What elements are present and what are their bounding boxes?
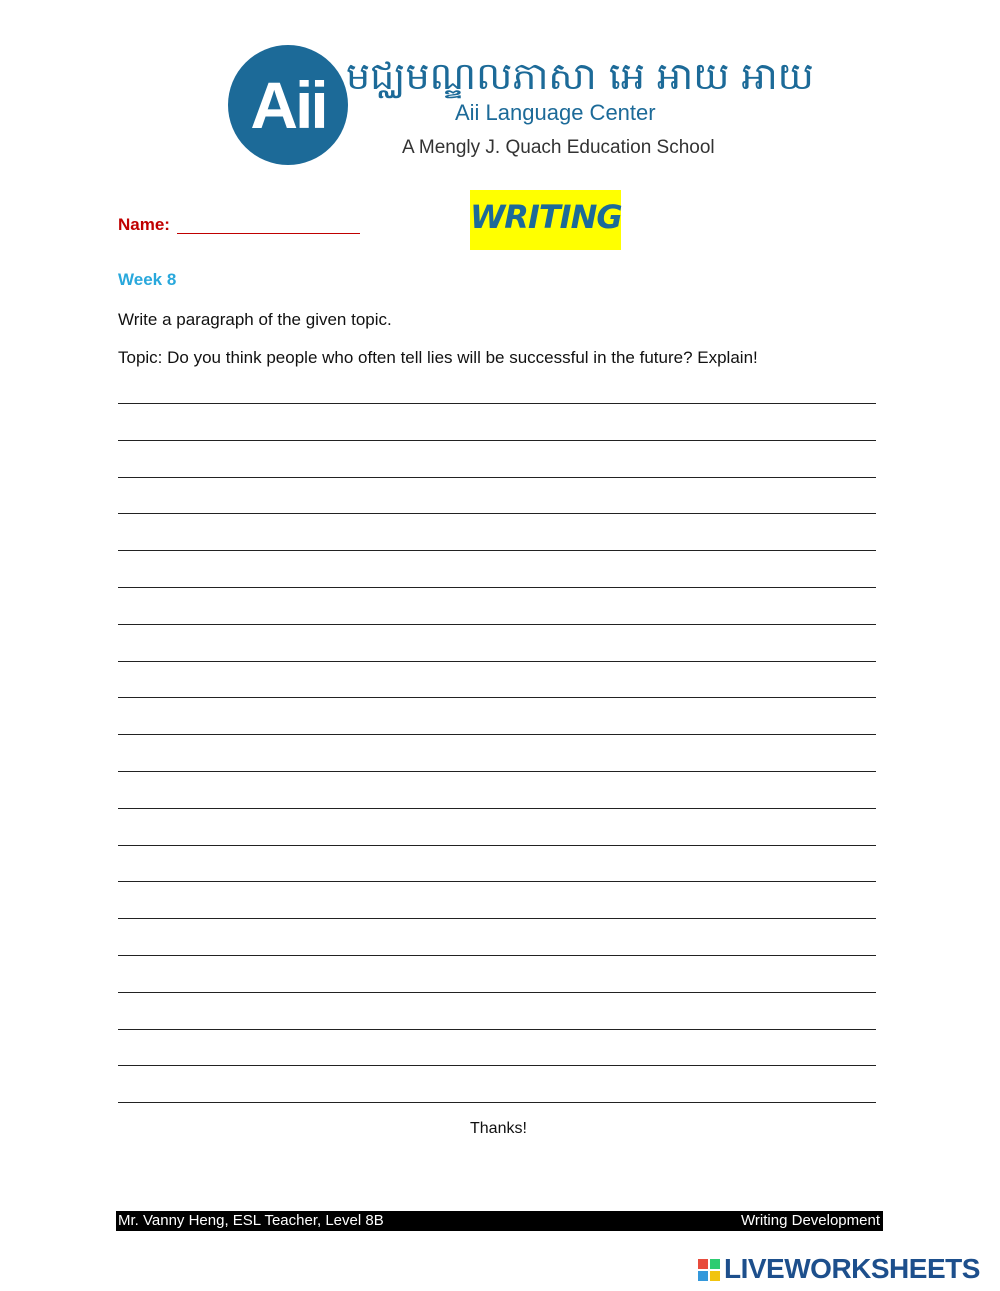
writing-line[interactable]: [118, 918, 876, 919]
writing-line[interactable]: [118, 1065, 876, 1066]
writing-line[interactable]: [118, 881, 876, 882]
school-name: A Mengly J. Quach Education School: [402, 137, 715, 158]
writing-line[interactable]: [118, 845, 876, 846]
name-input-line[interactable]: [177, 233, 360, 234]
writing-line[interactable]: [118, 624, 876, 625]
writing-line[interactable]: [118, 587, 876, 588]
writing-line[interactable]: [118, 440, 876, 441]
writing-line[interactable]: [118, 1029, 876, 1030]
writing-badge: WRITING: [470, 198, 622, 236]
writing-line[interactable]: [118, 1102, 876, 1103]
writing-line[interactable]: [118, 771, 876, 772]
writing-line[interactable]: [118, 734, 876, 735]
week-label: Week 8: [118, 270, 177, 289]
language-center-name: Aii Language Center: [455, 100, 656, 125]
footer-bar: [116, 1211, 883, 1231]
topic-text: Topic: Do you think people who often tell lies will be successful in the future? Explain!: [118, 348, 758, 367]
khmer-school-title: មជ្ឈមណ្ឌលភាសា អេ អាយ អាយ: [346, 54, 814, 98]
liveworksheets-logo-icon: [698, 1259, 720, 1281]
instruction-text: Write a paragraph of the given topic.: [118, 310, 392, 329]
writing-line[interactable]: [118, 697, 876, 698]
logo-circle: Aii: [228, 45, 348, 165]
writing-line[interactable]: [118, 403, 876, 404]
name-label: Name:: [118, 215, 170, 234]
liveworksheets-watermark: LIVEWORKSHEETS: [724, 1253, 980, 1284]
writing-line[interactable]: [118, 661, 876, 662]
footer-teacher: Mr. Vanny Heng, ESL Teacher, Level 8B: [118, 1212, 384, 1229]
thanks-text: Thanks!: [470, 1120, 527, 1137]
writing-line[interactable]: [118, 992, 876, 993]
writing-line[interactable]: [118, 955, 876, 956]
writing-line[interactable]: [118, 808, 876, 809]
writing-line[interactable]: [118, 550, 876, 551]
writing-line[interactable]: [118, 513, 876, 514]
footer-course: Writing Development: [741, 1212, 880, 1229]
writing-line[interactable]: [118, 477, 876, 478]
